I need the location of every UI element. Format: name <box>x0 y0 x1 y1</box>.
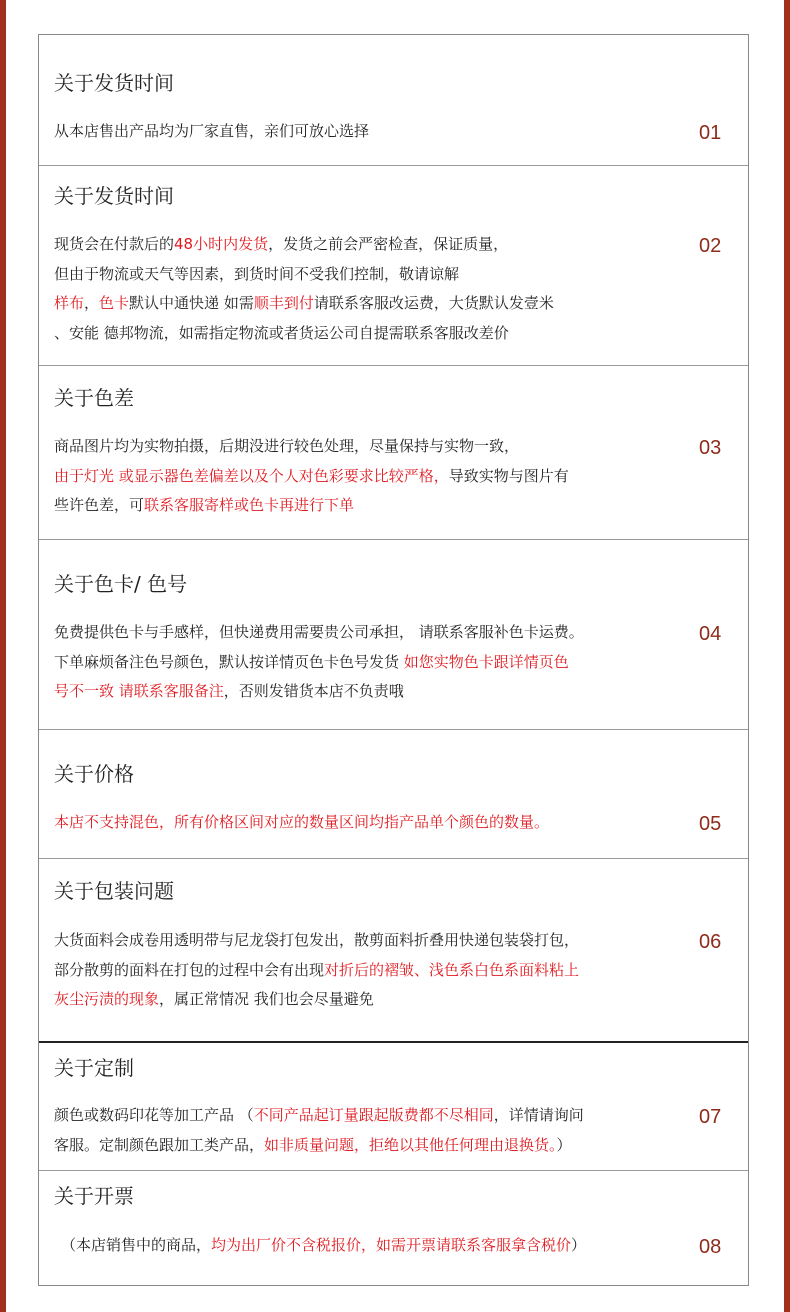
body-line: 但由于物流或天气等因素，到货时间不受我们控制，敬请谅解 <box>54 264 460 283</box>
section-title: 关于定制 <box>54 1056 134 1080</box>
section-body <box>54 117 674 147</box>
body-line: 从本店售出产品均为厂家直售，亲们可放心选择 <box>54 122 370 140</box>
section-number: 04 <box>699 623 722 645</box>
section-title: 关于发货时间 <box>54 184 174 208</box>
body-line: 灰尘污渍的现象，属正常情况 我们也会尽量避免 <box>54 990 374 1008</box>
section-body <box>54 926 674 1015</box>
body-line: 大货面料会成卷用透明带与尼龙袋打包发出，散剪面料折叠用快递包装袋打包， <box>54 931 580 949</box>
section-custom <box>39 1043 748 1171</box>
section-packaging <box>39 859 748 1043</box>
section-number: 08 <box>699 1236 722 1258</box>
section-title: 关于包装问题 <box>54 879 174 903</box>
section-number: 07 <box>699 1106 722 1128</box>
section-title: 关于色差 <box>54 386 134 410</box>
body-line: 下单麻烦备注色号颜色，默认按详情页色卡色号发货 如您实物色卡跟详情页色 <box>54 652 569 671</box>
section-invoice <box>39 1171 748 1286</box>
section-color-card <box>39 540 748 730</box>
section-title: 关于价格 <box>54 762 134 786</box>
section-body <box>54 1101 674 1160</box>
section-body <box>54 808 674 838</box>
section-price <box>39 730 748 859</box>
section-number: 03 <box>699 437 722 459</box>
body-line: 样布，色卡默认中通快递 如需顺丰到付请联系客服改运费，大货默认发壹米 <box>54 294 554 312</box>
section-body <box>54 618 674 707</box>
body-line: 本店不支持混色，所有价格区间对应的数量区间均指产品单个颜色的数量。 <box>54 813 550 831</box>
section-body <box>54 230 674 348</box>
section-title: 关于开票 <box>54 1184 134 1208</box>
section-body <box>61 1231 681 1261</box>
body-line: 部分散剪的面料在打包的过程中会有出现对折后的褶皱、浅色系白色系面料粘上 <box>54 960 580 979</box>
body-line: （本店销售中的商品，均为出厂价不含税报价，如需开票请联系客服拿含税价） <box>61 1236 587 1254</box>
section-title: 关于发货时间 <box>54 71 174 95</box>
section-number: 06 <box>699 931 722 953</box>
body-line: 免费提供色卡与手感样，但快递费用需要贵公司承担， 请联系客服补色卡运费。 <box>54 623 584 641</box>
body-line: 颜色或数码印花等加工产品 （不同产品起订量跟起版费都不尽相同，详情请询问 <box>54 1106 584 1124</box>
body-line: 些许色差，可联系客服寄样或色卡再进行下单 <box>54 496 355 514</box>
section-title: 关于色卡/ 色号 <box>54 572 188 596</box>
body-line: 客服。定制颜色跟加工类产品，如非质量问题，拒绝以其他任何理由退换货。） <box>54 1135 572 1154</box>
section-color-difference <box>39 366 748 540</box>
body-line: 、安能 德邦物流，如需指定物流或者货运公司自提需联系客服改差价 <box>54 323 509 342</box>
left-border-strip <box>0 0 6 1312</box>
section-number: 02 <box>699 235 722 257</box>
body-line: 现货会在付款后的48小时内发货，发货之前会严密检查，保证质量， <box>54 235 509 253</box>
right-border-strip <box>784 0 790 1312</box>
body-line: 号不一致 请联系客服备注，否则发错货本店不负责哦 <box>54 682 404 700</box>
section-number: 05 <box>699 813 722 835</box>
section-body <box>54 432 674 521</box>
body-line: 商品图片均为实物拍摄，后期没进行较色处理，尽量保持与实物一致， <box>54 437 520 455</box>
section-shipping-time-2 <box>39 166 748 366</box>
section-shipping-time-1 <box>39 35 748 166</box>
section-number: 01 <box>699 122 722 144</box>
notice-frame <box>38 34 749 1286</box>
body-line: 由于灯光 或显示器色差偏差以及个人对色彩要求比较严格，导致实物与图片有 <box>54 466 569 485</box>
